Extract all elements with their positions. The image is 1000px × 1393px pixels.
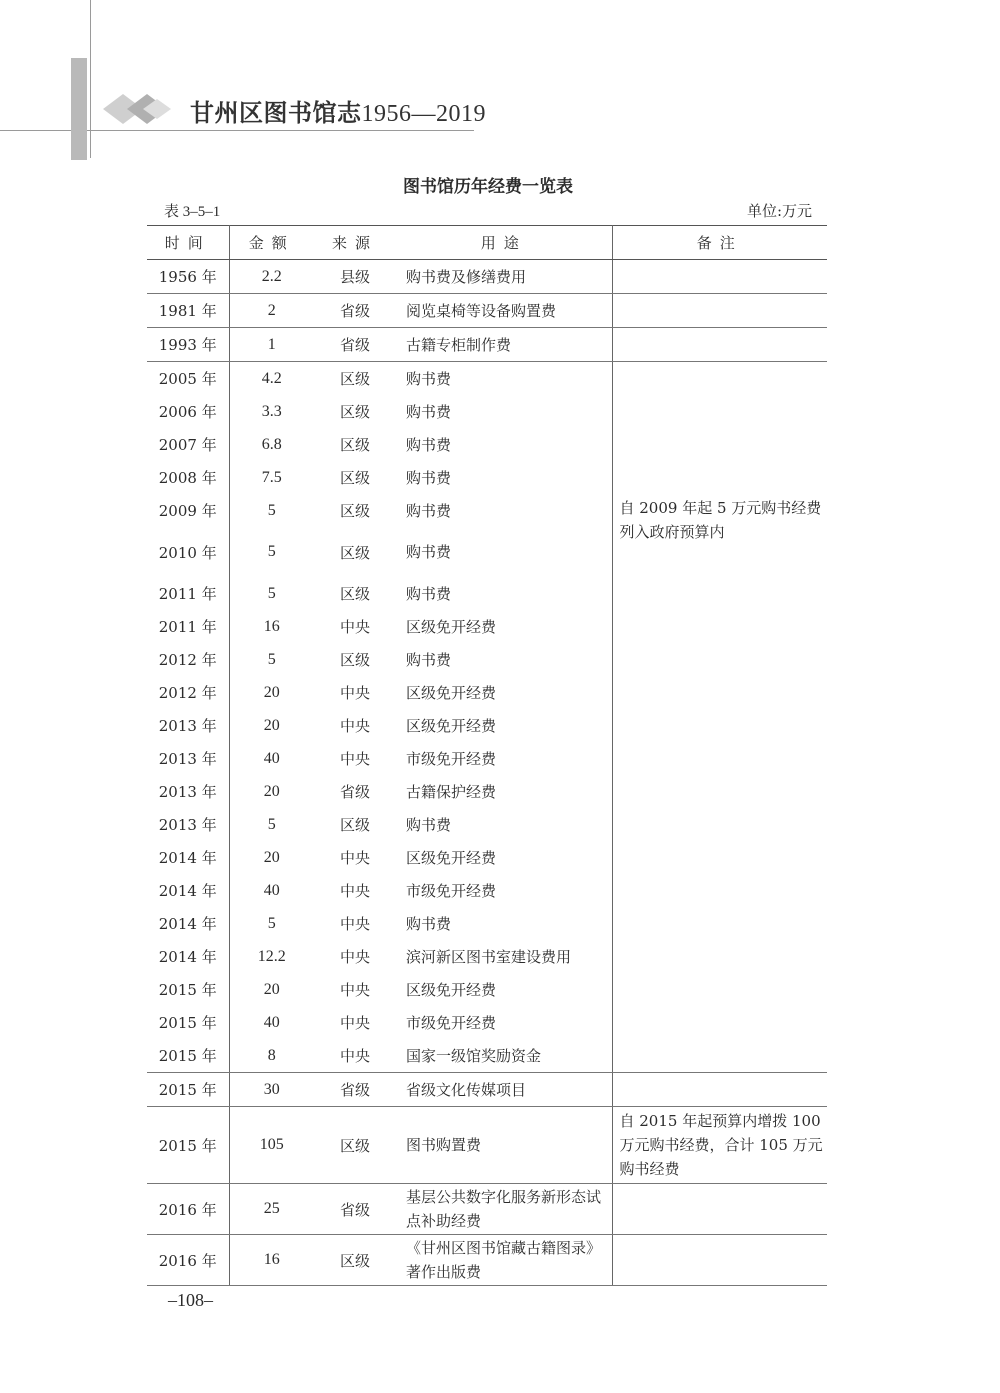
cell-time: 2013 年 (147, 709, 229, 742)
cell-use: 基层公共数字化服务新形态试点补助经费 (396, 1184, 612, 1235)
cell-time: 2012 年 (147, 676, 229, 709)
table-row (147, 362, 827, 396)
cell-use: 滨河新区图书室建设费用 (396, 940, 612, 973)
table-row (147, 328, 827, 362)
cell-time: 2006 年 (147, 395, 229, 428)
cell-use: 古籍保护经费 (396, 775, 612, 808)
cell-time: 2011 年 (147, 610, 229, 643)
cell-use: 市级免开经费 (396, 742, 612, 775)
cell-time: 2016 年 (147, 1235, 229, 1286)
cell-use: 阅览桌椅等设备购置费 (396, 294, 612, 328)
cell-note (612, 1184, 827, 1235)
funding-table (147, 225, 827, 1286)
cell-source: 中央 (339, 915, 370, 933)
cell-time: 2014 年 (147, 841, 229, 874)
cell-use: 购书费 (396, 577, 612, 610)
cell-use: 购书费 (396, 527, 612, 577)
cell-amount: 8 (229, 1039, 314, 1073)
cell-time: 1956 年 (147, 260, 229, 294)
cell-note (612, 1235, 827, 1286)
table-row (147, 1235, 827, 1286)
cell-use: 区级免开经费 (396, 610, 612, 643)
table-row (147, 1073, 827, 1107)
cell-source: 中央 (339, 849, 370, 867)
cell-note-group: 自 2009 年起 5 万元购书经费列入政府预算内 (612, 362, 827, 1073)
cell-note (612, 260, 827, 294)
cell-use: 区级免开经费 (396, 709, 612, 742)
cell-source: 区级 (339, 651, 370, 669)
table-title: 图书馆历年经费一览表 (403, 177, 573, 197)
cell-use: 购书费 (396, 643, 612, 676)
cell-source: 县级 (314, 260, 396, 294)
cell-time: 2010 年 (147, 527, 229, 577)
table-row (147, 1184, 827, 1235)
cell-note: 自 2015 年起预算内增拨 100 万元购书经费，合计 105 万元购书经费 (612, 1107, 827, 1184)
cell-time: 1981 年 (147, 294, 229, 328)
cell-source: 中央 (339, 750, 370, 768)
cell-use: 市级免开经费 (396, 874, 612, 907)
cell-note (612, 1073, 827, 1107)
cell-use: 区级免开经费 (396, 676, 612, 709)
cell-amount: 40 (263, 881, 280, 899)
col-header-amount: 金额 (229, 226, 314, 260)
cell-amount: 20 (263, 980, 280, 998)
cell-amount: 7.5 (261, 468, 282, 486)
cell-use: 购书费 (396, 808, 612, 841)
cell-amount: 6.8 (261, 435, 282, 453)
header-diamond-ornament-icon (103, 92, 183, 126)
cell-source: 中央 (339, 882, 370, 900)
cell-source: 中央 (339, 618, 370, 636)
cell-time: 2014 年 (147, 907, 229, 940)
cell-source: 区级 (339, 816, 370, 834)
cell-source: 中央 (339, 1014, 370, 1032)
table-row (147, 260, 827, 294)
cell-source: 区级 (314, 1107, 396, 1184)
cell-amount: 2.2 (229, 260, 314, 294)
cell-amount: 20 (263, 683, 280, 701)
cell-time: 2005 年 (147, 362, 229, 396)
cell-source: 区级 (339, 403, 370, 421)
cell-source: 区级 (339, 370, 370, 388)
cell-amount: 30 (229, 1073, 314, 1107)
cell-use: 购书费及修缮费用 (396, 260, 612, 294)
cell-amount: 5 (267, 650, 276, 668)
cell-use: 购书费 (396, 362, 612, 396)
cell-amount: 25 (229, 1184, 314, 1235)
table-row (147, 294, 827, 328)
cell-amount: 3.3 (261, 402, 282, 420)
cell-amount: 1 (229, 328, 314, 362)
cell-note (612, 328, 827, 362)
cell-time: 2014 年 (147, 940, 229, 973)
cell-amount: 16 (263, 617, 280, 635)
cell-source: 区级 (339, 469, 370, 487)
cell-source: 省级 (339, 783, 370, 801)
cell-time: 2015 年 (147, 1107, 229, 1184)
cell-time: 2012 年 (147, 643, 229, 676)
cell-time: 2009 年 (147, 494, 229, 527)
page-number: –108– (168, 1290, 213, 1310)
cell-time: 2013 年 (147, 808, 229, 841)
cell-use: 购书费 (396, 461, 612, 494)
table-number: 表 3–5–1 (164, 204, 221, 220)
cell-source: 省级 (314, 328, 396, 362)
cell-amount: 40 (263, 749, 280, 767)
cell-use: 市级免开经费 (396, 1006, 612, 1039)
table-unit: 单位:万元 (746, 202, 812, 220)
cell-source: 省级 (314, 294, 396, 328)
book-title: 甘州区图书馆志1956—2019 (190, 98, 486, 127)
col-header-note: 备注 (612, 226, 827, 260)
cell-source: 中央 (314, 1039, 396, 1073)
cell-source: 区级 (339, 436, 370, 454)
cell-amount: 5 (267, 815, 276, 833)
cell-source: 区级 (339, 585, 370, 603)
cell-use: 购书费 (396, 907, 612, 940)
cell-time: 2015 年 (147, 1006, 229, 1039)
table-row (147, 1107, 827, 1184)
cell-time: 2015 年 (147, 973, 229, 1006)
table-header-row (147, 226, 827, 260)
cell-time: 2007 年 (147, 428, 229, 461)
cell-use: 《甘州区图书馆藏古籍图录》著作出版费 (396, 1235, 612, 1286)
cell-source: 区级 (339, 502, 370, 520)
cell-amount: 4.2 (261, 369, 282, 387)
cell-use: 购书费 (396, 428, 612, 461)
cell-amount: 105 (229, 1107, 314, 1184)
cell-source: 省级 (314, 1073, 396, 1107)
cell-note (612, 294, 827, 328)
col-header-time: 时间 (147, 226, 229, 260)
cell-amount: 16 (229, 1235, 314, 1286)
cell-time: 2013 年 (147, 742, 229, 775)
cell-use: 古籍专柜制作费 (396, 328, 612, 362)
cell-amount: 5 (267, 501, 276, 519)
cell-use: 区级免开经费 (396, 841, 612, 874)
cell-time: 2013 年 (147, 775, 229, 808)
cell-amount: 12.2 (257, 947, 286, 965)
cell-time: 2016 年 (147, 1184, 229, 1235)
cell-use: 购书费 (396, 395, 612, 428)
col-header-source: 来源 (314, 226, 396, 260)
cell-use: 区级免开经费 (396, 973, 612, 1006)
cell-time: 2011 年 (147, 577, 229, 610)
cell-use: 图书购置费 (396, 1107, 612, 1184)
cell-use: 购书费 (396, 494, 612, 527)
cell-amount: 2 (229, 294, 314, 328)
cell-amount: 5 (267, 543, 276, 560)
col-header-use: 用途 (396, 226, 612, 260)
cell-amount: 40 (263, 1013, 280, 1031)
cell-time: 1993 年 (147, 328, 229, 362)
cell-amount: 5 (267, 914, 276, 932)
cell-time: 2014 年 (147, 874, 229, 907)
cell-source: 中央 (339, 948, 370, 966)
cell-source: 中央 (339, 981, 370, 999)
cell-time: 2008 年 (147, 461, 229, 494)
cell-use: 省级文化传媒项目 (396, 1073, 612, 1107)
cell-source: 中央 (339, 684, 370, 702)
cell-amount: 20 (263, 782, 280, 800)
header-gray-bar (71, 58, 87, 160)
cell-source: 中央 (339, 717, 370, 735)
cell-time: 2015 年 (147, 1073, 229, 1107)
header-vertical-rule (90, 0, 91, 158)
cell-source: 区级 (339, 543, 370, 562)
cell-source: 区级 (314, 1235, 396, 1286)
cell-amount: 20 (263, 848, 280, 866)
cell-amount: 20 (263, 716, 280, 734)
cell-time: 2015 年 (147, 1039, 229, 1073)
cell-use: 国家一级馆奖励资金 (396, 1039, 612, 1073)
cell-source: 省级 (314, 1184, 396, 1235)
cell-amount: 5 (267, 584, 276, 602)
